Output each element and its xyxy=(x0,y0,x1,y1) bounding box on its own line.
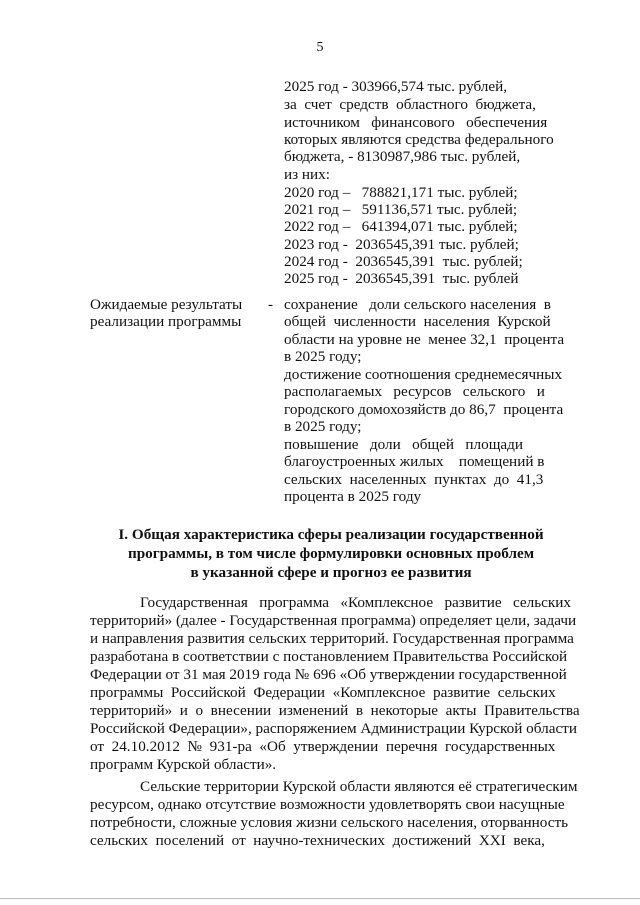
results-line: благоустроенных жилых помещений в xyxy=(284,453,545,470)
paragraph-line: Федерации от 31 мая 2019 года № 696 «Об утверждении государственной xyxy=(90,666,567,683)
results-line: области на уровне не менее 32,1 процента xyxy=(284,331,565,348)
expected-results-label: Ожидаемые результаты xyxy=(90,296,243,313)
funding-line: 2024 год - 2036545,391 тыс. рублей; xyxy=(284,253,523,270)
results-line: общей численности населения Курской xyxy=(284,313,551,330)
paragraph-line: сельских поселений от научно-технических достижений XXI века, xyxy=(90,832,545,849)
paragraph-line: Российской Федерации», распоряжением Администрации Курской области xyxy=(90,720,577,737)
section-heading-line: I. Общая характеристика сферы реализации государственной xyxy=(118,526,544,543)
paragraph-line: от 24.10.2012 № 931-ра «Об утверждении перечня государственных xyxy=(90,738,556,755)
paragraph-line: программ Курской области». xyxy=(90,756,277,773)
paragraph-line: и направления развития сельских территорий. Государственная программа xyxy=(90,630,574,647)
paragraph-line: Государственная программа «Комплексное развитие сельских xyxy=(140,594,572,611)
paragraph-line: потребности, сложные условия жизни сельского населения, оторванность xyxy=(90,814,569,831)
page-bottom-edge xyxy=(0,898,640,899)
results-line: сельских населенных пунктах до 41,3 xyxy=(284,471,544,488)
results-line: в 2025 году; xyxy=(284,348,362,365)
results-line: располагаемых ресурсов сельского и xyxy=(284,383,545,400)
section-heading-line: в указанной сфере и прогноз ее развития xyxy=(190,564,472,581)
paragraph-line: Сельские территории Курской области являются её стратегическим xyxy=(140,778,578,795)
funding-line: 2020 год – 788821,171 тыс. рублей; xyxy=(284,184,518,201)
expected-results-label: реализации программы xyxy=(90,313,242,330)
section-heading-line: программы, в том числе формулировки основных проблем xyxy=(127,545,535,562)
paragraph-line: ресурсом, однако отсутствие возможности удовлетворять свои насущные xyxy=(90,796,565,813)
paragraph-line: территорий» (далее - Государственная программа) определяет цели, задачи xyxy=(90,612,577,629)
results-line: повышение доли общей площади xyxy=(284,436,524,453)
funding-line: из них: xyxy=(284,166,330,183)
results-line: в 2025 году; xyxy=(284,418,362,435)
funding-line: которых являются средства федерального xyxy=(284,131,554,148)
paragraph-line: программы Российской Федерации «Комплексное развитие сельских xyxy=(90,684,556,701)
row-dash: - xyxy=(268,296,274,313)
funding-line: 2022 год – 641394,071 тыс. рублей; xyxy=(284,218,518,235)
results-line: сохранение доли сельского населения в xyxy=(284,296,551,313)
funding-line: бюджета, - 8130987,986 тыс. рублей, xyxy=(284,148,521,165)
results-line: городского домохозяйств до 86,7 процента xyxy=(284,401,564,418)
funding-line: 2023 год - 2036545,391 тыс. рублей; xyxy=(284,236,519,253)
results-line: процента в 2025 году xyxy=(284,488,422,505)
paragraph-line: разработана в соответствии с постановлением Правительства Российской xyxy=(90,648,568,665)
page-number: 5 xyxy=(316,40,324,55)
funding-line: 2025 год - 2036545,391 тыс. рублей xyxy=(284,270,519,287)
funding-line: 2025 год - 303966,574 тыс. рублей, xyxy=(284,78,508,95)
funding-line: источником финансового обеспечения xyxy=(284,114,548,131)
funding-line: за счет средств областного бюджета, xyxy=(284,96,536,113)
paragraph-line: территорий» и о внесении изменений в некоторые акты Правительства xyxy=(90,702,580,719)
results-line: достижение соотношения среднемесячных xyxy=(284,366,563,383)
funding-line: 2021 год – 591136,571 тыс. рублей; xyxy=(284,201,518,218)
